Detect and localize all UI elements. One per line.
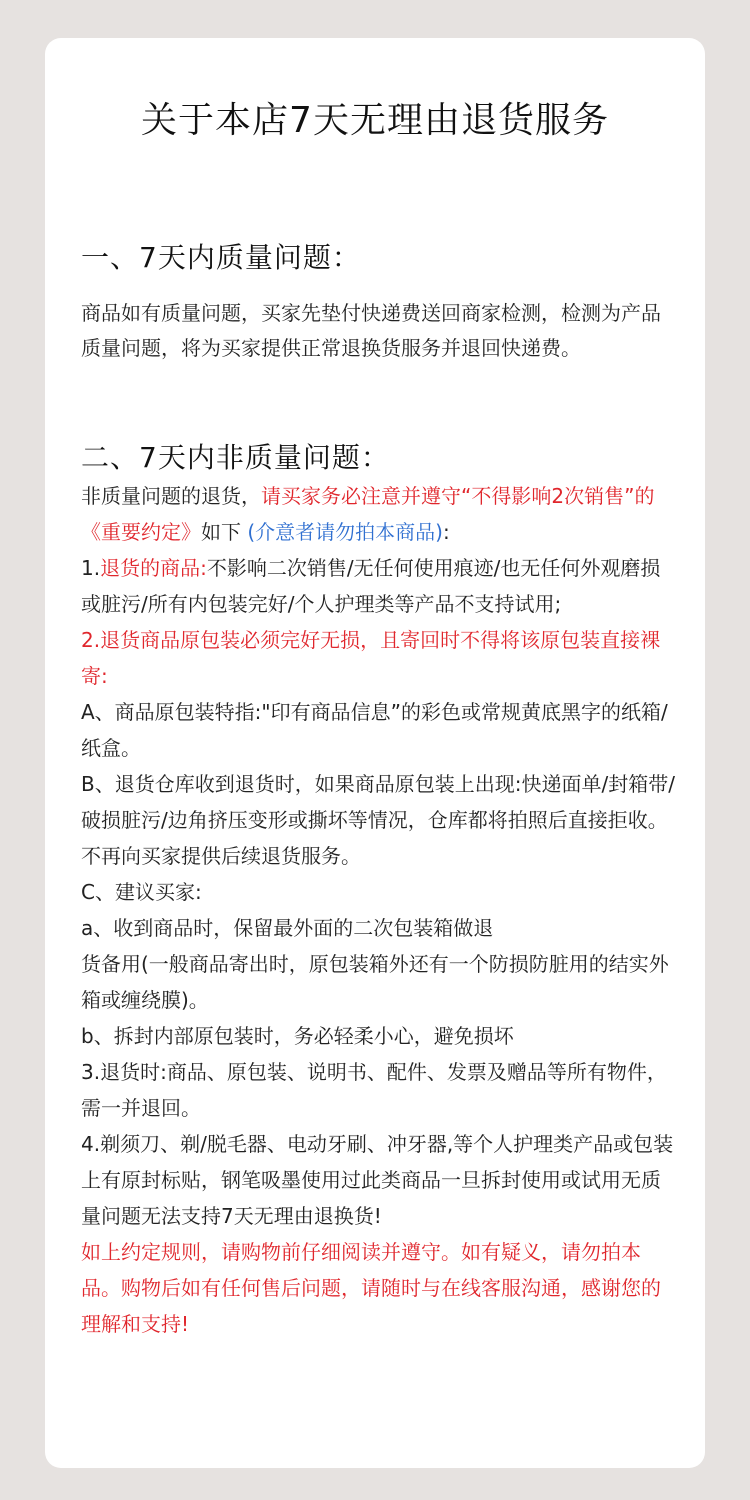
rule-item-c-a-line2: 货备用(一般商品寄出时，原包装箱外还有一个防损防脏用的结实外箱或缠绕膜)。 — [81, 952, 669, 1012]
intro-text: 非质量问题的退货， — [81, 484, 261, 508]
rule-item-c-a-line1: a、收到商品时，保留最外面的二次包装箱做退 — [81, 916, 494, 940]
page-title: 关于本店7天无理由退货服务 — [141, 100, 609, 141]
intro-note: (介意者请勿拍本商品) — [247, 520, 443, 544]
section1-heading: 一、7天内质量问题： — [81, 241, 361, 274]
rule-item-4: 4.剃须刀、剃/脱毛器、电动牙刷、冲牙器,等个人护理类产品或包装上有原封标贴，钢笔吸墨使用过此类商品一旦拆封使用或试用无质量问题无法支持7天无理由退换货! — [81, 1132, 674, 1228]
intro-end: : — [442, 520, 450, 544]
rule-item-1-label: 退货的商品: — [100, 556, 207, 580]
section2-intro — [81, 478, 677, 550]
intro-text-2: 如下 — [201, 520, 248, 544]
closing-note: 如上约定规则，请购物前仔细阅读并遵守。如有疑义，请勿拍本品。购物后如有任何售后问题，请随时与在线客服沟通，感谢您的理解和支持! — [81, 1240, 661, 1336]
rule-item-2: 2.退货商品原包装必须完好无损，且寄回时不得将该原包装直接裸寄: — [81, 628, 661, 688]
rule-item-1-number: 1. — [81, 556, 101, 580]
rule-item-c: C、建议买家: — [81, 880, 202, 904]
section2-heading: 二、7天内非质量问题： — [81, 441, 390, 474]
section1-paragraph: 商品如有质量问题，买家先垫付快递费送回商家检测，检测为产品质量问题，将为买家提供正常退换货服务并退回快递费。 — [81, 301, 661, 360]
rule-item-c-b: b、拆封内部原包装时，务必轻柔小心，避免损坏 — [81, 1024, 514, 1048]
intro-warning: 请买家务必注意并遵守“不得影响2次销售”的《重要约定》 — [81, 484, 655, 544]
rule-item-b: B、退货仓库收到退货时，如果商品原包装上出现:快递面单/封箱带/破损脏污/边角挤压变形或撕坏等情况，仓库都将拍照后直接拒收。不再向买家提供后续退货服务。 — [81, 772, 675, 868]
section2-body — [81, 478, 677, 1342]
rule-item-1-text: 不影响二次销售/无任何使用痕迹/也无任何外观磨损或脏污/所有内包装完好/个人护理类等产品不支持试用; — [81, 556, 661, 616]
rule-item-3: 3.退货时:商品、原包装、说明书、配件、发票及赠品等所有物件，需一并退回。 — [81, 1060, 667, 1120]
rule-item-1 — [81, 550, 677, 622]
rule-item-a: A、商品原包装特指:"印有商品信息”的彩色或常规黄底黑字的纸箱/纸盒。 — [81, 700, 668, 760]
policy-card — [45, 38, 705, 1468]
